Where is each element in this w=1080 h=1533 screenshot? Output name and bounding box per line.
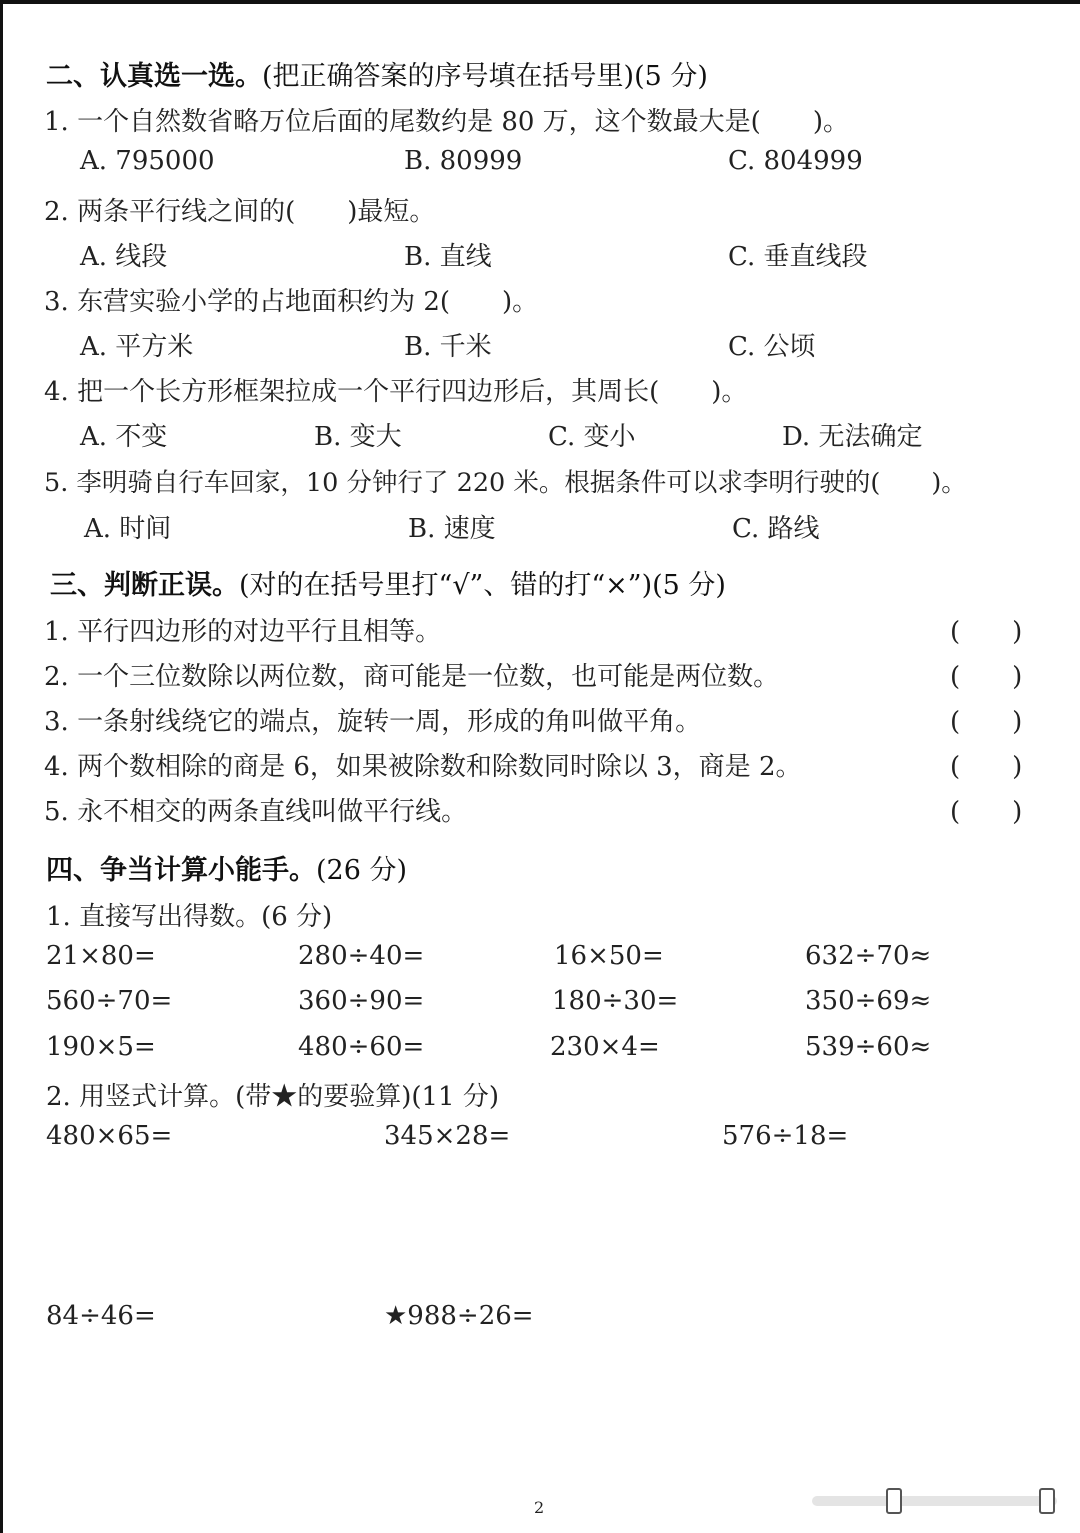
s2-q1-option-c: C. 804999 [728,146,863,176]
vertical-calc-3: 576÷18= [722,1121,849,1151]
section4-title: 四、争当计算小能手。 [46,855,316,886]
oral-calc-r3c1: 190×5= [46,1032,156,1062]
s3-item-3-answer-paren: ( ) [950,707,1023,737]
top-border [0,0,1080,4]
s2-q5-option-c: C. 路线 [732,514,820,544]
section4-heading [46,848,407,887]
s2-q3-option-a: A. 平方米 [80,332,194,362]
s2-q4-option-d: D. 无法确定 [782,422,923,452]
s4-sub2-label: 2. 用竖式计算。(带★的要验算)(11 分) [46,1082,499,1112]
oral-calc-r2c4: 350÷69≈ [805,986,932,1016]
s2-q4-option-c: C. 变小 [548,422,636,452]
oral-calc-r2c2: 360÷90= [298,986,425,1016]
s3-item-3: 3. 一条射线绕它的端点，旋转一周，形成的角叫做平角。 [44,707,702,737]
s4-sub1-label: 1. 直接写出得数。(6 分) [46,902,333,932]
s2-q3-text: 3. 东营实验小学的占地面积约为 2( )。 [44,287,539,317]
s2-q5-option-a: A. 时间 [84,514,172,544]
vertical-calc-5-starred: ★988÷26= [384,1301,534,1331]
s2-q2-option-b: B. 直线 [404,242,492,272]
oral-calc-r2c1: 560÷70= [46,986,173,1016]
scrollbar-track[interactable] [812,1496,1057,1506]
s2-q2-text: 2. 两条平行线之间的( )最短。 [44,197,436,227]
s3-item-1-answer-paren: ( ) [950,617,1023,647]
s3-item-4-answer-paren: ( ) [950,752,1023,782]
oral-calc-r2c3: 180÷30= [552,986,679,1016]
s2-q3-option-c: C. 公顷 [728,332,816,362]
section2-title: 二、认真选一选。 [46,61,262,92]
oral-calc-r3c4: 539÷60≈ [805,1032,932,1062]
section3-note: (对的在括号里打“√”、错的打“×”)(5 分) [239,570,726,601]
oral-calc-r1c1: 21×80= [46,941,156,971]
s2-q4-option-b: B. 变大 [314,422,402,452]
s3-item-2: 2. 一个三位数除以两位数，商可能是一位数，也可能是两位数。 [44,662,780,692]
s2-q1-option-b: B. 80999 [404,146,523,176]
s3-item-2-answer-paren: ( ) [950,662,1023,692]
s2-q3-option-b: B. 千米 [404,332,492,362]
s2-q5-option-b: B. 速度 [408,514,496,544]
oral-calc-r1c4: 632÷70≈ [805,941,932,971]
vertical-calc-1: 480×65= [46,1121,173,1151]
scrollbar-handle-left[interactable] [886,1488,902,1514]
s2-q1-option-a: A. 795000 [80,146,215,176]
s3-item-5: 5. 永不相交的两条直线叫做平行线。 [44,797,468,827]
s2-q2-option-a: A. 线段 [80,242,168,272]
section4-note: (26 分) [316,855,408,886]
s3-item-1: 1. 平行四边形的对边平行且相等。 [44,617,442,647]
oral-calc-r3c2: 480÷60= [298,1032,425,1062]
vertical-calc-2: 345×28= [384,1121,511,1151]
s2-q1-text: 1. 一个自然数省略万位后面的尾数约是 80 万，这个数最大是( )。 [44,107,849,137]
s3-item-5-answer-paren: ( ) [950,797,1023,827]
oral-calc-r3c3: 230×4= [550,1032,660,1062]
s3-item-4: 4. 两个数相除的商是 6，如果被除数和除数同时除以 3，商是 2。 [44,752,802,782]
vertical-calc-4: 84÷46= [46,1301,156,1331]
s2-q2-option-c: C. 垂直线段 [728,242,868,272]
section3-title: 三、判断正误。 [50,570,239,601]
section2-heading [46,54,708,93]
s2-q5-text: 5. 李明骑自行车回家，10 分钟行了 220 米。根据条件可以求李明行驶的( )。 [44,468,967,498]
scrollbar-handle-right[interactable] [1039,1488,1055,1514]
oral-calc-r1c3: 16×50= [554,941,664,971]
s2-q4-text: 4. 把一个长方形框架拉成一个平行四边形后，其周长( )。 [44,377,748,407]
left-border [0,0,3,1533]
section3-heading [50,563,726,602]
s2-q4-option-a: A. 不变 [80,422,168,452]
horizontal-scrollbar[interactable] [812,1488,1057,1512]
section2-note: (把正确答案的序号填在括号里)(5 分) [262,61,708,92]
page-number: 2 [534,1498,545,1517]
oral-calc-r1c2: 280÷40= [298,941,425,971]
